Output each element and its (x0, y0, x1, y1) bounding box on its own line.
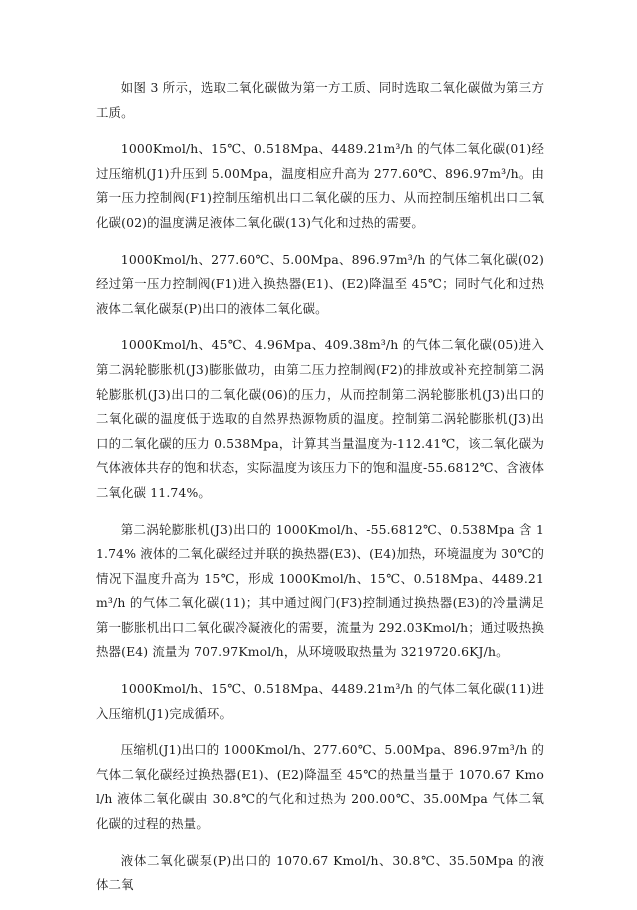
paragraph-heat-exchangers: 第二涡轮膨胀机(J3)出口的 1000Kmol/h、-55.6812℃、0.538Mpa 含 11.74% 液体的二氧化碳经过并联的换热器(E3)、(E4)加热，环境温度为 30℃的情况下温度升高为 15℃，形成 1000Kmol/h、15℃、0.518Mpa、4489.21m³/h 的气体二氧化碳(11)；其中通过阀门(F3)控制通过换热器(E3)的冷量满足第一膨胀机出口二氧化碳冷凝液化的需要，流量为 292.03Kmol/h；通过吸热换热器(E4) 流量为 707.97Kmol/h，从环境吸取热量为 3219720.6KJ/h。 (96, 521, 544, 660)
paragraph-heat-equivalent: 压缩机(J1)出口的 1000Kmol/h、277.60℃、5.00Mpa、896.97m³/h 的气体二氧化碳经过换热器(E1)、(E2)降温至 45℃的热量当量于 1070.67 Kmol/h 液体二氧化碳由 30.8℃的气化和过热为 200.00℃、35.00Mpa 气体二氧化碳的过程的热量。 (96, 742, 544, 832)
paragraph-intro: 如图 3 所示，选取二氧化碳做为第一方工质、同时选取二氧化碳做为第三方工质。 (96, 80, 544, 120)
paragraph-compressor-outlet: 1000Kmol/h、277.60℃、5.00Mpa、896.97m³/h 的气体二氧化碳(02)经过第一压力控制阀(F1)进入换热器(E1)、(E2)降温至 45℃；同时气化和过热液体二氧化碳泵(P)出口的液体二氧化碳。 (96, 251, 544, 316)
paragraph-cycle-complete: 1000Kmol/h、15℃、0.518Mpa、4489.21m³/h 的气体二氧化碳(11)进入压缩机(J1)完成循环。 (96, 681, 544, 721)
paragraph-compressor-inlet: 1000Kmol/h、15℃、0.518Mpa、4489.21m³/h 的气体二氧化碳(01)经过压缩机(J1)升压到 5.00Mpa，温度相应升高为 277.60℃、896.97m³/h。由第一压力控制阀(F1)控制压缩机出口二氧化碳的压力、从而控制压缩机出口二氧化碳(02)的温度满足液体二氧化碳(13)气化和过热的需要。 (96, 141, 544, 230)
document-body (96, 76, 544, 910)
paragraph-second-turbine: 1000Kmol/h、45℃、4.96Mpa、409.38m³/h 的气体二氧化碳(05)进入第二涡轮膨胀机(J3)膨胀做功，由第二压力控制阀(F2)的排放或补充控制第二涡轮膨胀机(J3)出口的二氧化碳(06)的压力，从而控制第二涡轮膨胀机(J3)出口的二氧化碳的温度低于选取的自然界热源物质的温度。控制第二涡轮膨胀机(J3)出口的二氧化碳的压力 0.538Mpa，计算其当量温度为-112.41℃，该二氧化碳为气体液体共存的饱和状态，实际温度为该压力下的饱和温度-55.6812℃、含液体二氧化碳 11.74%。 (96, 337, 544, 500)
paragraph-pump-outlet: 液体二氧化碳泵(P)出口的 1070.67 Kmol/h、30.8℃、35.50Mpa 的液体二氧 (96, 852, 544, 893)
